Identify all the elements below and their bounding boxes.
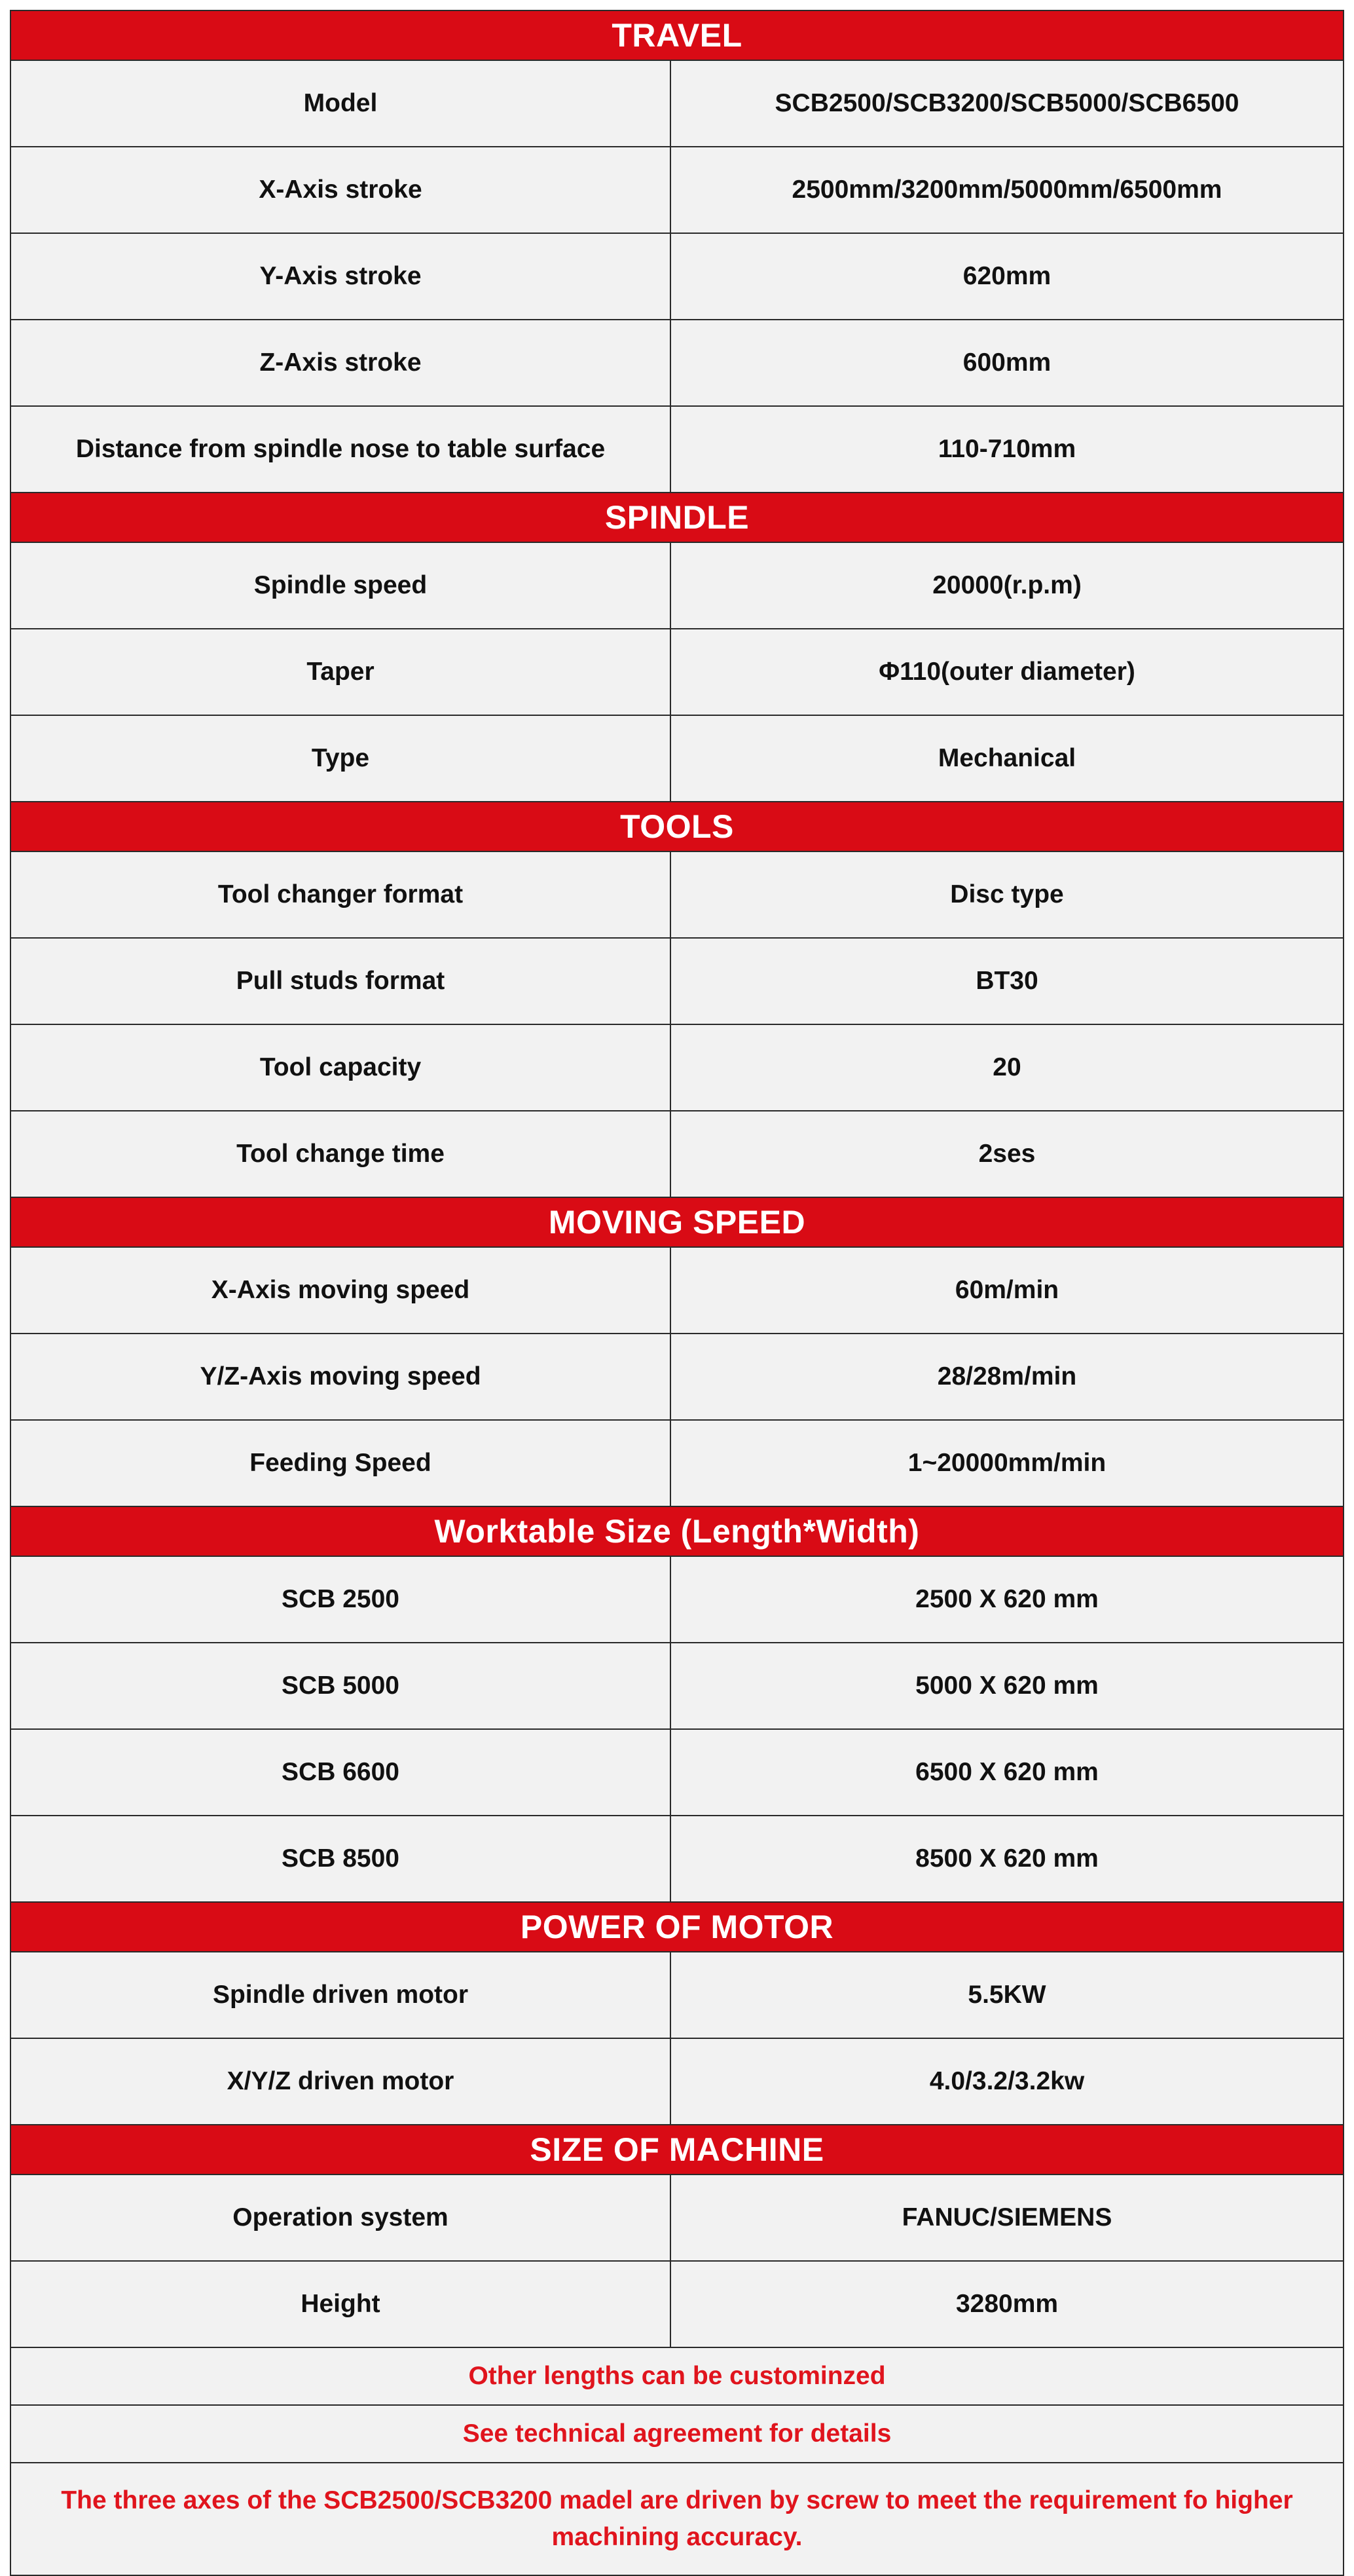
table-row (11, 147, 1343, 234)
row-value: 2500mm/3200mm/5000mm/6500mm (792, 176, 1222, 204)
table-row (11, 2175, 1343, 2262)
row-value: 60m/min (955, 1276, 1059, 1304)
row-label: Type (11, 716, 671, 801)
row-label: Tool change time (11, 1111, 671, 1197)
row-value: FANUC/SIEMENS (902, 2203, 1112, 2231)
spec-table (10, 10, 1344, 2576)
section-header-power-of-motor: POWER OF MOTOR (11, 1903, 1343, 1952)
row-value: 3280mm (955, 2290, 1059, 2318)
table-row (11, 629, 1343, 716)
table-row (11, 1248, 1343, 1334)
row-label: X-Axis moving speed (11, 1248, 671, 1333)
table-row (11, 1421, 1343, 1507)
row-value: 6500 X 620 mm (915, 1758, 1099, 1786)
row-label: Spindle driven motor (11, 1952, 671, 2038)
row-label: Model (11, 61, 671, 146)
row-value: 2500 X 620 mm (915, 1585, 1099, 1613)
row-label: Pull studs format (11, 939, 671, 1024)
table-row (11, 234, 1343, 320)
row-label: Height (11, 2262, 671, 2347)
table-row (11, 1643, 1343, 1730)
section-header-spindle: SPINDLE (11, 493, 1343, 543)
row-label: Operation system (11, 2175, 671, 2260)
row-value: BT30 (976, 967, 1038, 995)
table-row (11, 1557, 1343, 1643)
section-header-moving-speed: MOVING SPEED (11, 1198, 1343, 1248)
row-value: 2ses (978, 1140, 1036, 1168)
row-label: SCB 8500 (11, 1816, 671, 1901)
row-value: 4.0/3.2/3.2kw (929, 2067, 1085, 2095)
table-row (11, 2039, 1343, 2125)
row-label: SCB 6600 (11, 1730, 671, 1815)
row-label: Y-Axis stroke (11, 234, 671, 319)
table-row (11, 716, 1343, 802)
row-value: 110-710mm (938, 435, 1076, 463)
section-header-worktable-size: Worktable Size (Length*Width) (11, 1507, 1343, 1557)
row-value: 20 (993, 1053, 1021, 1081)
row-label: Taper (11, 629, 671, 715)
row-value: 20000(r.p.m) (932, 571, 1082, 599)
row-value: 1~20000mm/min (907, 1449, 1107, 1477)
table-row (11, 61, 1343, 147)
row-label: Distance from spindle nose to table surface (11, 407, 671, 492)
section-header-travel: TRAVEL (11, 11, 1343, 61)
row-value: 28/28m/min (937, 1362, 1077, 1391)
table-row (11, 1816, 1343, 1903)
row-value: 5000 X 620 mm (915, 1671, 1099, 1700)
row-value: 620mm (962, 262, 1052, 290)
row-label: X-Axis stroke (11, 147, 671, 233)
row-label: Y/Z-Axis moving speed (11, 1334, 671, 1419)
section-header-size-of-machine: SIZE OF MACHINE (11, 2125, 1343, 2175)
row-value: Φ110(outer diameter) (879, 658, 1135, 686)
row-label: Feeding Speed (11, 1421, 671, 1506)
row-value: 600mm (962, 348, 1052, 377)
table-row (11, 407, 1343, 493)
table-row (11, 1952, 1343, 2039)
row-label: Z-Axis stroke (11, 320, 671, 405)
row-value: 8500 X 620 mm (915, 1844, 1099, 1873)
note-custom-lengths: Other lengths can be custominzed (11, 2348, 1343, 2406)
row-label: Spindle speed (11, 543, 671, 628)
row-value: Disc type (950, 880, 1064, 908)
table-row (11, 939, 1343, 1025)
section-header-tools: TOOLS (11, 802, 1343, 852)
row-label: SCB 5000 (11, 1643, 671, 1728)
row-label: SCB 2500 (11, 1557, 671, 1642)
note-technical-agreement: See technical agreement for details (11, 2406, 1343, 2463)
row-value: 5.5KW (968, 1981, 1046, 2009)
table-row (11, 1334, 1343, 1421)
table-row (11, 1025, 1343, 1111)
table-row (11, 1730, 1343, 1816)
row-label: Tool changer format (11, 852, 671, 937)
row-label: X/Y/Z driven motor (11, 2039, 671, 2124)
table-row (11, 2262, 1343, 2348)
table-row (11, 1111, 1343, 1198)
note-screw-drive: The three axes of the SCB2500/SCB3200 madel are driven by screw to meet the requirement fo higher machining accuracy. (11, 2463, 1343, 2575)
table-row (11, 320, 1343, 407)
row-label: Tool capacity (11, 1025, 671, 1110)
row-value: SCB2500/SCB3200/SCB5000/SCB6500 (775, 89, 1239, 117)
table-row (11, 543, 1343, 629)
table-row (11, 852, 1343, 939)
row-value: Mechanical (938, 744, 1076, 772)
